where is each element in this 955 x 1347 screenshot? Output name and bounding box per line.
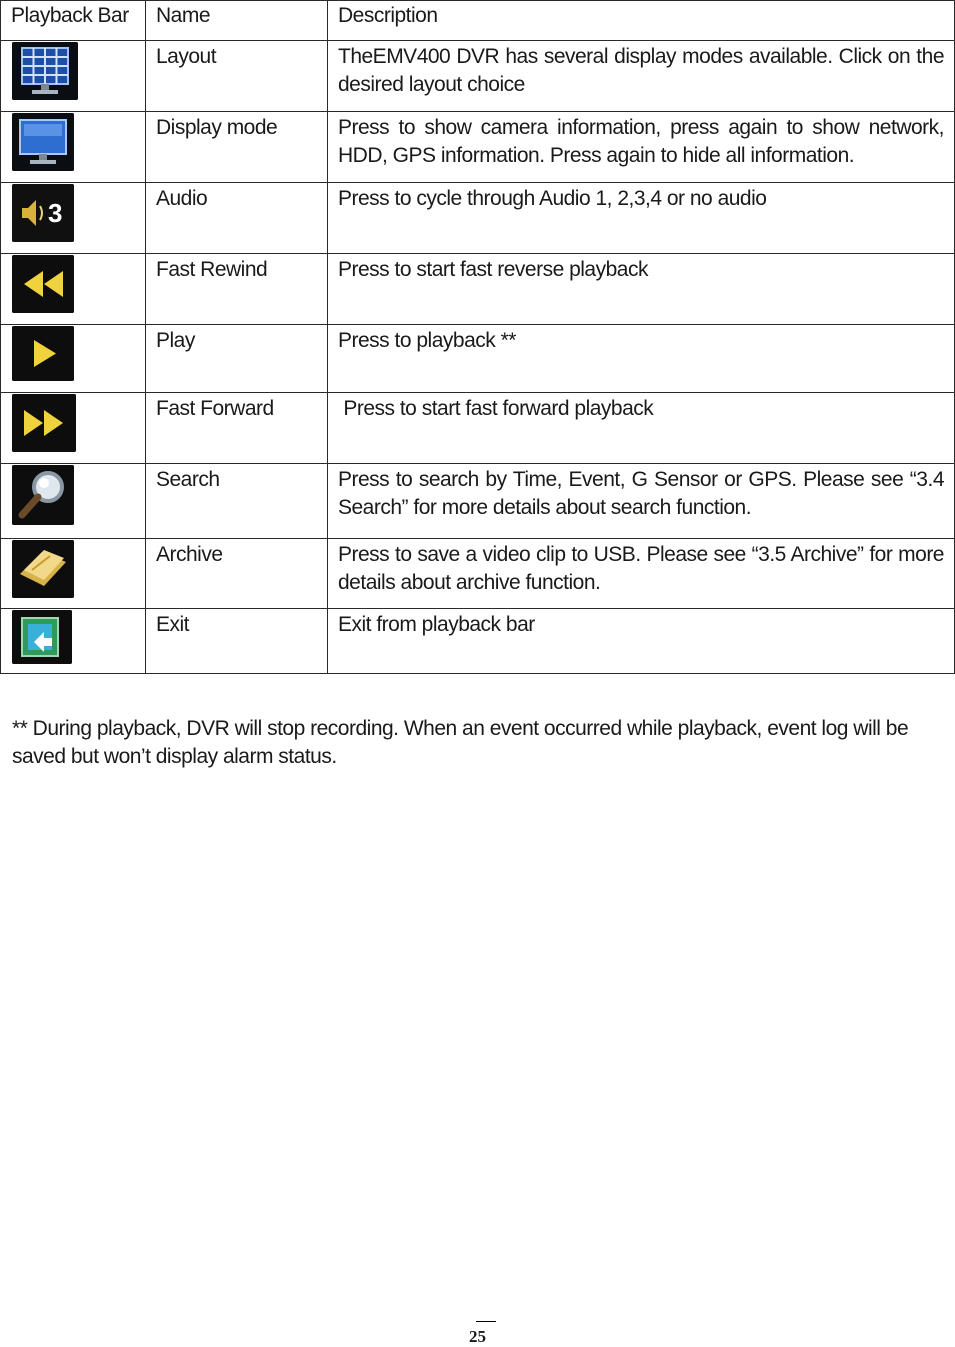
archive-icon <box>12 540 74 598</box>
exit-icon <box>12 610 72 664</box>
row-description: Press to playback ** <box>328 325 955 393</box>
row-name: Layout <box>146 41 328 112</box>
row-description: Press to start fast reverse playback <box>328 254 955 325</box>
row-name: Display mode <box>146 112 328 183</box>
monitor-icon <box>12 113 74 171</box>
table-header-row <box>1 1 955 41</box>
table-row <box>1 112 955 183</box>
table-row <box>1 464 955 539</box>
header-description: Description <box>328 1 955 41</box>
table-row <box>1 325 955 393</box>
play-icon <box>12 326 74 381</box>
row-description: Press to show camera information, press again to show network, HDD, GPS information. Press again to hide all information. <box>328 112 955 183</box>
header-name: Name <box>146 1 328 41</box>
row-name: Fast Forward <box>146 393 328 464</box>
row-description: Press to start fast forward playback <box>328 393 955 464</box>
row-description: Exit from playback bar <box>328 609 955 674</box>
table-row <box>1 393 955 464</box>
table-row <box>1 183 955 254</box>
page-number: 25 <box>469 1327 486 1346</box>
page-number-rule <box>476 1321 496 1322</box>
fast-forward-icon <box>12 394 76 452</box>
row-description: Press to save a video clip to USB. Please see “3.5 Archive” for more details about archive function. <box>328 539 955 609</box>
row-name: Search <box>146 464 328 539</box>
audio-channel-text: 3 <box>48 198 62 228</box>
table-row <box>1 254 955 325</box>
row-description: Press to cycle through Audio 1, 2,3,4 or no audio <box>328 183 955 254</box>
header-playback-bar: Playback Bar <box>1 1 146 41</box>
speaker-icon <box>12 184 74 242</box>
table-row <box>1 539 955 609</box>
row-name: Archive <box>146 539 328 609</box>
layout-grid-icon <box>12 42 78 100</box>
row-name: Exit <box>146 609 328 674</box>
row-name: Audio <box>146 183 328 254</box>
row-name: Fast Rewind <box>146 254 328 325</box>
table-row <box>1 609 955 674</box>
row-name: Play <box>146 325 328 393</box>
row-description: Press to search by Time, Event, G Sensor or GPS. Please see “3.4 Search” for more details about search function. <box>328 464 955 539</box>
row-description: TheEMV400 DVR has several display modes available. Click on the desired layout choice <box>328 41 955 112</box>
magnifier-icon <box>12 465 74 525</box>
table-row <box>1 41 955 112</box>
playback-footnote: ** During playback, DVR will stop recording. When an event occurred while playback, event log will be saved but won’t display alarm status. <box>12 717 909 768</box>
fast-rewind-icon <box>12 255 74 313</box>
